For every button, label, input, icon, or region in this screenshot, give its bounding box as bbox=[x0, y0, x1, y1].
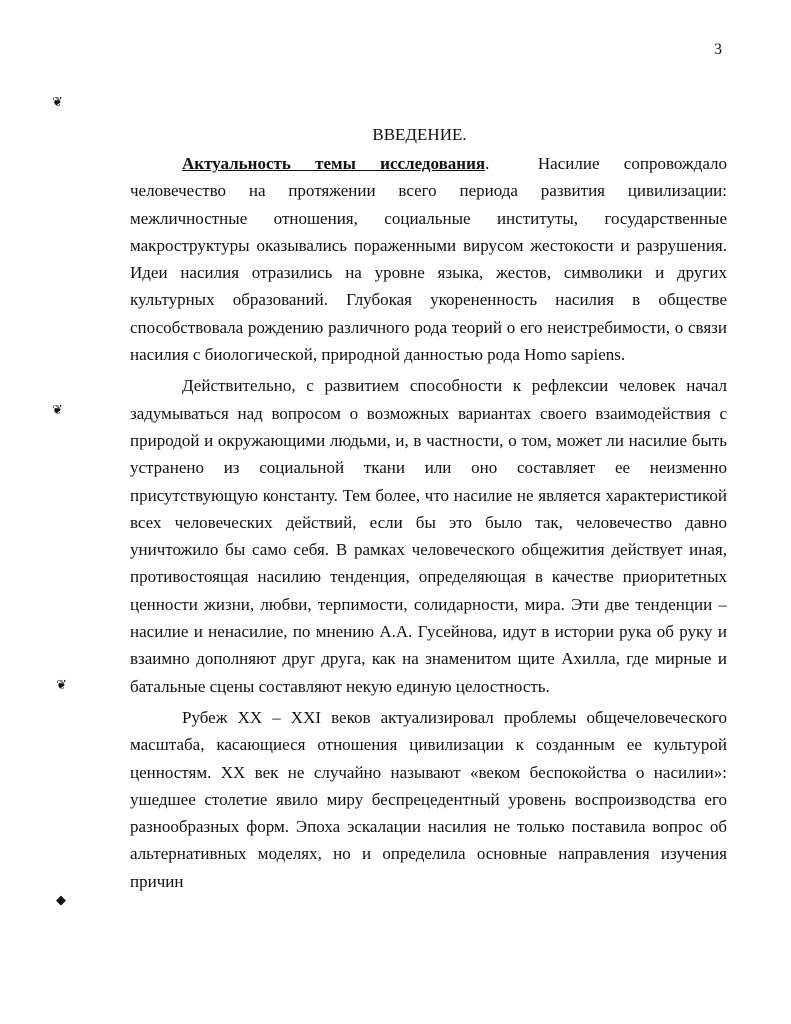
intro-paragraph-text: Насилие сопровождало человечество на протяжении всего периода развития цивилизации: межличностные отношения, социальные институты, государственные макроструктуры оказывались пораженными вирусом жестокости и разрушения. Идеи насилия отразились на уровне языка, жестов, символики и других культурных образований. Глубокая укорененность насилия в обществе способствовала рождению различного рода теорий о его неистребимости, о связи насилия с биологической, природной данностью рода Homo sapiens. bbox=[130, 154, 727, 365]
scan-artifact-mark: ❦ bbox=[56, 677, 67, 692]
scan-artifact-mark: ❦ bbox=[52, 94, 63, 109]
relevance-title: Актуальность темы исследования bbox=[182, 154, 486, 173]
scan-artifact-mark: ◆ bbox=[56, 892, 66, 907]
section-heading: ВВЕДЕНИЕ. bbox=[372, 125, 467, 144]
paragraph-century: Рубеж XX – XXI веков актуализировал проблемы общечеловеческого масштаба, касающиеся отношения цивилизации к созданным ее культурой ценностям. XX век не случайно называют «веком беспокойства о насилии»: ушедшее столетие явило миру беспрецедентный уровень воспроизводства его разнообразных форм. Эпоха эскалации насилия не только поставила вопрос об альтернативных моделях, но и определила основные направления изучения причин bbox=[130, 707, 727, 891]
paragraph-reflection: Действительно, с развитием способности к рефлексии человек начал задумываться над вопросом о возможных вариантах своего взаимодействия с природой и окружающими людьми, и, в частности, о том, может ли насилие быть устранено из социальной ткани или оно составляет ее неизменно присутствующую константу. Тем более, что насилие не является характеристикой всех человеческих действий, если бы это было так, человечество давно уничтожило бы само себя. В рамках человеческого общежития действует иная, противостоящая насилию тенденция, определяющая в качестве приоритетных ценности жизни, любви, терпимости, солидарности, мира. Эти две тенденции – насилие и ненасилие, по мнению А.А. Гусейнова, идут в истории рука об руку и взаимно дополняют друг друга, как на знаменитом щите Ахилла, где мирные и батальные сцены составляют некую единую целостность. bbox=[130, 376, 727, 696]
relevance-title-period: . bbox=[485, 154, 490, 173]
scan-artifact-mark: ❦ bbox=[52, 402, 63, 417]
intro-paragraph bbox=[130, 150, 727, 368]
body-text bbox=[130, 150, 727, 895]
page-number: 3 bbox=[714, 41, 722, 58]
